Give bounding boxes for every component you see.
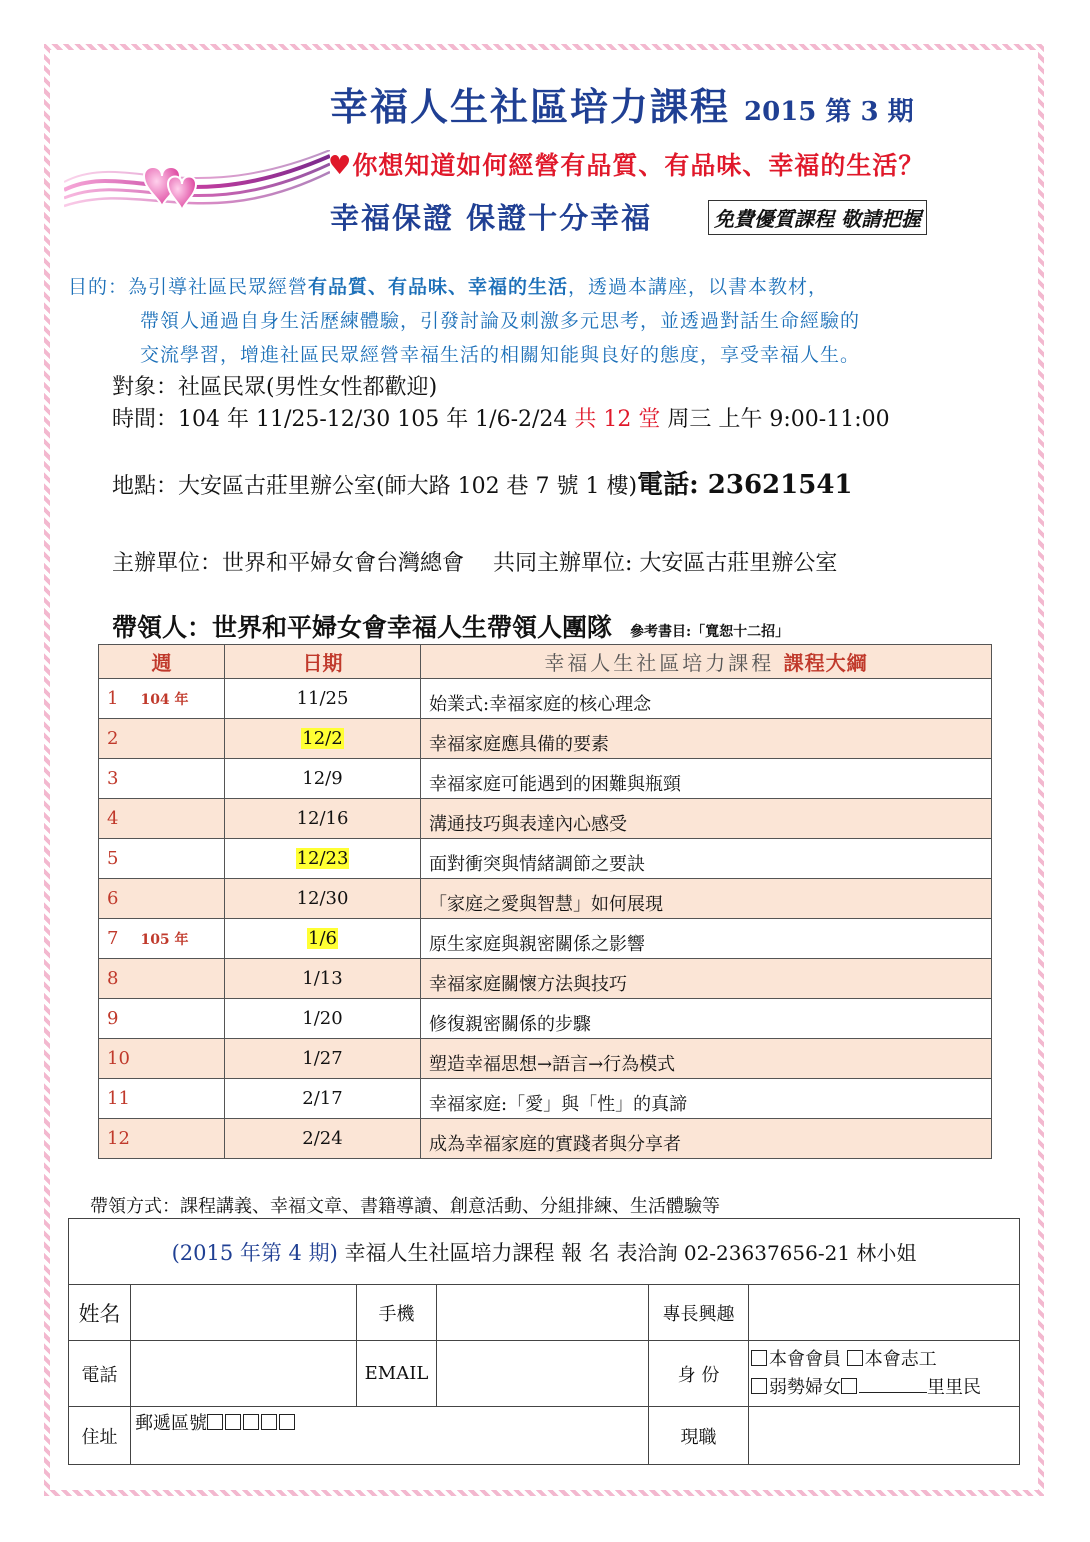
week-cell: 12: [99, 1119, 225, 1159]
heart-icon: ♥: [328, 151, 353, 181]
table-row: [99, 839, 992, 879]
col-week: 週: [99, 645, 225, 679]
date-cell: 2/17: [225, 1079, 421, 1119]
week-cell: 2: [99, 719, 225, 759]
phone-field[interactable]: [131, 1341, 357, 1407]
registration-form: [68, 1218, 1020, 1465]
topic-cell: 「家庭之愛與智慧」如何展現: [421, 879, 992, 919]
date-cell: 11/25: [225, 679, 421, 719]
topic-cell: 幸福家庭可能遇到的困難與瓶頸: [421, 759, 992, 799]
course-location: 地點：大安區古莊里辦公室(師大路 102 巷 7 號 1 樓)電話: 23621541: [112, 470, 853, 500]
topic-cell: 原生家庭與親密關係之影響: [421, 919, 992, 959]
hearts-banner-graphic: [64, 150, 330, 230]
job-label: 現職: [649, 1407, 749, 1465]
disadvantaged-women-checkbox[interactable]: [751, 1378, 767, 1394]
col-date: 日期: [225, 645, 421, 679]
col-topic: 幸福人生社區培力課程 課程大綱: [421, 645, 992, 679]
week-cell: 7 105 年: [99, 919, 225, 959]
week-cell: 9: [99, 999, 225, 1039]
address-field[interactable]: 郵遞區號: [131, 1407, 649, 1465]
week-cell: 1 104 年: [99, 679, 225, 719]
registration-header: (2015 年第 4 期) 幸福人生社區培力課程 報 名 表洽詢 02-23637656-21 林小姐: [69, 1219, 1020, 1285]
date-cell: 1/20: [225, 999, 421, 1039]
week-cell: 8: [99, 959, 225, 999]
topic-cell: 面對衝突與情緒調節之要訣: [421, 839, 992, 879]
resident-checkbox[interactable]: [841, 1378, 857, 1394]
date-cell: 1/13: [225, 959, 421, 999]
teaching-method: 帶領方式：課程講義、幸福文章、書籍導讀、創意活動、分組排練、生活體驗等: [90, 1196, 720, 1217]
table-row: [99, 879, 992, 919]
date-cell: 12/9: [225, 759, 421, 799]
identity-label: 身 份: [649, 1341, 749, 1407]
member-checkbox[interactable]: [751, 1350, 767, 1366]
leader-team: 帶領人：世界和平婦女會幸福人生帶領人團隊 參考書目:「寬恕十二招」: [112, 613, 790, 642]
table-row: [99, 679, 992, 719]
week-cell: 4: [99, 799, 225, 839]
week-cell: 11: [99, 1079, 225, 1119]
course-schedule-table: [98, 644, 992, 1159]
topic-cell: 塑造幸福思想→語言→行為模式: [421, 1039, 992, 1079]
mobile-field[interactable]: [437, 1285, 649, 1341]
week-cell: 5: [99, 839, 225, 879]
topic-cell: 始業式:幸福家庭的核心理念: [421, 679, 992, 719]
topic-cell: 修復親密關係的步驟: [421, 999, 992, 1039]
table-row: [99, 799, 992, 839]
topic-cell: 溝通技巧與表達內心感受: [421, 799, 992, 839]
topic-cell: 幸福家庭應具備的要素: [421, 719, 992, 759]
date-cell: 2/24: [225, 1119, 421, 1159]
slogan: 幸福保證 保證十分幸福: [330, 201, 653, 235]
year-label: 105 年: [140, 932, 189, 948]
phone-label: 電話: [69, 1341, 131, 1407]
week-cell: 10: [99, 1039, 225, 1079]
date-cell: 12/2: [225, 719, 421, 759]
week-cell: 3: [99, 759, 225, 799]
reference-book: 參考書目:「寬恕十二招」: [630, 624, 790, 640]
zip-box[interactable]: [279, 1414, 295, 1430]
year-label: 104 年: [140, 692, 189, 708]
date-cell: 1/6: [225, 919, 421, 959]
table-row: [99, 1119, 992, 1159]
table-row: [99, 999, 992, 1039]
email-label: EMAIL: [357, 1341, 437, 1407]
table-row: [99, 959, 992, 999]
purpose-line-2: 帶領人通過自身生活歷練體驗，引發討論及刺激多元思考，並透過對話生命經驗的: [140, 310, 861, 332]
table-row: [99, 1039, 992, 1079]
course-time: 時間：104 年 11/25-12/30 105 年 1/6-2/24 共 12 堂 周三 上午 9:00-11:00: [112, 407, 890, 432]
audience: 對象：社區民眾(男性女性都歡迎): [112, 375, 438, 400]
village-name-blank[interactable]: [859, 1392, 927, 1393]
table-row: [99, 1079, 992, 1119]
zip-box[interactable]: [207, 1414, 223, 1430]
date-cell: 1/27: [225, 1039, 421, 1079]
email-field[interactable]: [437, 1341, 649, 1407]
date-cell: 12/23: [225, 839, 421, 879]
identity-options: 本會會員 本會志工 弱勢婦女 里里民: [749, 1341, 1020, 1407]
page-title: 幸福人生社區培力課程 2015 第 3 期: [330, 84, 914, 129]
table-row: [99, 759, 992, 799]
zip-box[interactable]: [243, 1414, 259, 1430]
job-field[interactable]: [749, 1407, 1020, 1465]
date-cell: 12/16: [225, 799, 421, 839]
organizers: 主辦單位：世界和平婦女會台灣總會 共同主辦單位: 大安區古莊里辦公室: [112, 551, 838, 576]
hobby-field[interactable]: [749, 1285, 1020, 1341]
topic-cell: 幸福家庭關懷方法與技巧: [421, 959, 992, 999]
volunteer-checkbox[interactable]: [847, 1350, 863, 1366]
purpose-line-1: 目的：為引導社區民眾經營有品質、有品味、幸福的生活，透過本講座，以書本教材，: [68, 276, 829, 298]
zip-box[interactable]: [261, 1414, 277, 1430]
name-field[interactable]: [131, 1285, 357, 1341]
week-cell: 6: [99, 879, 225, 919]
name-label: 姓名: [69, 1285, 131, 1341]
topic-cell: 幸福家庭:「愛」與「性」的真諦: [421, 1079, 992, 1119]
table-row: [99, 919, 992, 959]
issue-number: 2015 第 3 期: [744, 97, 914, 127]
date-cell: 12/30: [225, 879, 421, 919]
table-row: [99, 719, 992, 759]
zip-box[interactable]: [225, 1414, 241, 1430]
mobile-label: 手機: [357, 1285, 437, 1341]
address-label: 住址: [69, 1407, 131, 1465]
topic-cell: 成為幸福家庭的實踐者與分享者: [421, 1119, 992, 1159]
tagline-question: ♥你想知道如何經營有品質、有品味、幸福的生活？: [328, 151, 925, 181]
hobby-label: 專長興趣: [649, 1285, 749, 1341]
purpose-line-3: 交流學習，增進社區民眾經營幸福生活的相關知能與良好的態度，享受幸福人生。: [140, 344, 861, 366]
free-course-badge: 免費優質課程 敬請把握: [708, 200, 927, 235]
